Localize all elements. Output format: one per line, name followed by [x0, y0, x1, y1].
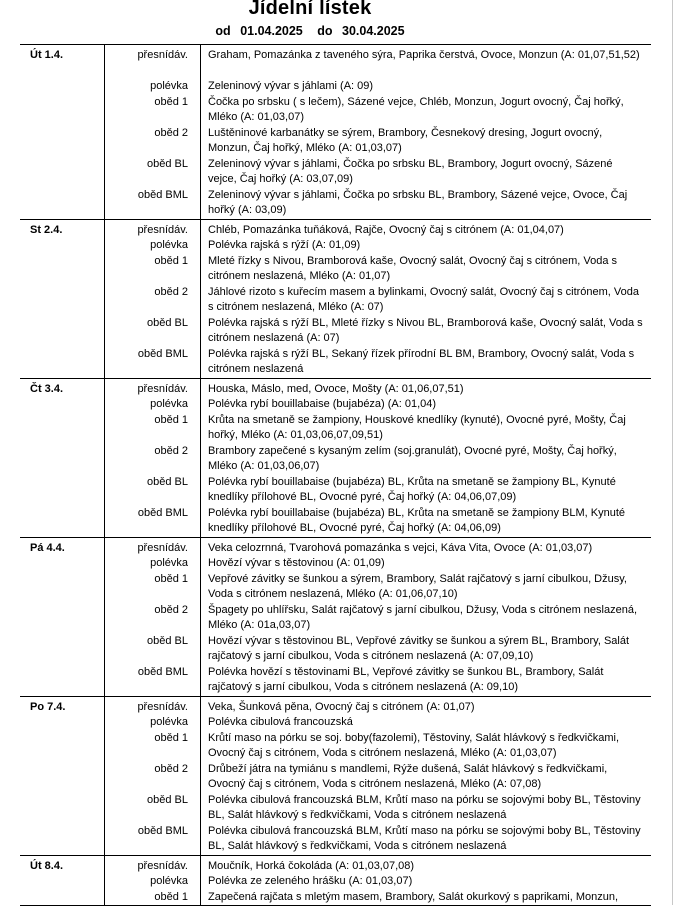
- meal-description: Polévka rajská s rýží BL, Mleté řízky s Nivou BL, Bramborová kaše, Ovocný salát, Voda s citrónem neslazená (A: 07): [201, 316, 651, 347]
- meal-type: oběd 1: [105, 413, 200, 444]
- date-from-label: od: [215, 24, 230, 38]
- day-block: [20, 45, 651, 220]
- meal-type: oběd BML: [105, 347, 200, 378]
- meal-description-column: [201, 379, 651, 537]
- meal-type: oběd BL: [105, 316, 200, 347]
- day-label: Pá 4.4.: [20, 538, 105, 696]
- meal-description: Zeleninový vývar s jáhlami, Čočka po srbsku BL, Brambory, Jogurt ovocný, Sázené vejce, Čaj hořký (A: 03,07,09): [201, 157, 651, 188]
- meal-type: polévka: [105, 238, 200, 254]
- date-from: 01.04.2025: [240, 24, 303, 38]
- meal-description: Špagety po uhlířsku, Salát rajčatový s jarní cibulkou, Džusy, Voda s citrónem neslazená, Mléko (A: 01a,03,07): [201, 603, 651, 634]
- date-range: [0, 24, 620, 38]
- meal-description: Polévka rajská s rýží (A: 01,09): [201, 238, 651, 254]
- meal-description: Houska, Máslo, med, Ovoce, Mošty (A: 01,06,07,51): [201, 382, 651, 398]
- meal-description: Krůtí maso na pórku se soj. boby(fazolemi), Těstoviny, Salát hlávkový s ředkvičkami, Ovocný čaj s citrónem, Voda s citrónem neslazená, Mléko (A: 01,03,07): [201, 731, 651, 762]
- page-edge: [672, 0, 673, 905]
- meal-description: Zapečená rajčata s mletým masem, Brambory, Salát okurkový s paprikami, Monzun,: [201, 890, 651, 906]
- meal-description: Čočka po srbsku ( s lečem), Sázené vejce, Chléb, Monzun, Jogurt ovocný, Čaj hořký, Mléko (A: 01,03,07): [201, 95, 651, 126]
- meal-description: Drůbeží játra na tymiánu s mandlemi, Rýže dušená, Salát hlávkový s ředkvičkami, Ovocný čaj s citrónem, Voda s citrónem neslazená, Mléko (A: 07,08): [201, 762, 651, 793]
- meal-type: oběd BL: [105, 475, 200, 506]
- meal-description: Polévka cibulová francouzská BLM, Krůtí maso na pórku se sojovými boby BL, Těstoviny BL, Salát hlávkový s ředkvičkami, Voda s citrónem neslazená: [201, 824, 651, 855]
- meal-description: Polévka cibulová francouzská: [201, 715, 651, 731]
- meal-description: Veka, Šunková pěna, Ovocný čaj s citrónem (A: 01,07): [201, 700, 651, 716]
- meal-description: Krůta na smetaně se žampiony, Houskové knedlíky (kynuté), Ovocné pyré, Mošty, Čaj hořký, Mléko (A: 01,03,06,07,09,51): [201, 413, 651, 444]
- meal-type: oběd 2: [105, 444, 200, 475]
- meal-description: Chléb, Pomazánka tuňáková, Rajče, Ovocný čaj s citrónem (A: 01,04,07): [201, 223, 651, 239]
- day-label: Čt 3.4.: [20, 379, 105, 537]
- meal-type: oběd 2: [105, 603, 200, 634]
- meal-description: Hovězí vývar s těstovinou BL, Vepřové závitky se šunkou a sýrem BL, Brambory, Salát rajčatový s jarní cibulkou, Voda s citrónem neslazená (A: 07,09,10): [201, 634, 651, 665]
- meal-type: oběd BL: [105, 634, 200, 665]
- date-to-label: do: [317, 24, 332, 38]
- meal-description: Vepřové závitky se šunkou a sýrem, Brambory, Salát rajčatový s jarní cibulkou, Džusy, Voda s citrónem neslazená, Mléko (A: 01,06,07,10): [201, 572, 651, 603]
- meal-type: přesnídáv.: [105, 382, 200, 398]
- meal-type: polévka: [105, 556, 200, 572]
- day-block: [20, 379, 651, 538]
- meal-description-column: [201, 220, 651, 378]
- meal-type: přesnídáv.: [105, 541, 200, 557]
- meal-type: polévka: [105, 79, 200, 95]
- meal-type-column: [105, 856, 201, 906]
- meal-description-column: [201, 45, 651, 219]
- meal-description: Polévka cibulová francouzská BLM, Krůtí maso na pórku se sojovými boby BL, Těstoviny BL, Salát hlávkový s ředkvičkami, Voda s citrónem neslazená: [201, 793, 651, 824]
- meal-type: oběd BML: [105, 506, 200, 537]
- day-block: [20, 538, 651, 697]
- meal-description: Hovězí vývar s těstovinou (A: 01,09): [201, 556, 651, 572]
- meal-type: oběd 2: [105, 285, 200, 316]
- day-block: [20, 697, 651, 856]
- meal-description: Polévka rybí bouillabaise (bujabéza) BL, Krůta na smetaně se žampiony BLM, Kynuté knedlíky přílohové BL, Ovocné pyré, Čaj hořký (A: 04,06,09): [201, 506, 651, 537]
- day-label: Út 8.4.: [20, 856, 105, 906]
- meal-description: Polévka rybí bouillabaise (bujabéza) BL, Krůta na smetaně se žampiony BL, Kynuté knedlíky přílohové BL, Ovocné pyré, Čaj hořký (A: 04,06,07,09): [201, 475, 651, 506]
- meal-type-column: [105, 538, 201, 696]
- day-label: Út 1.4.: [20, 45, 105, 219]
- meal-type: přesnídáv.: [105, 700, 200, 716]
- meal-type: oběd BML: [105, 824, 200, 855]
- meal-description: Mleté řízky s Nivou, Bramborová kaše, Ovocný salát, Ovocný čaj s citrónem, Voda s citrónem neslazená, Mléko (A: 01,07): [201, 254, 651, 285]
- meal-type: přesnídáv.: [105, 48, 200, 79]
- meal-type-column: [105, 379, 201, 537]
- meal-type: oběd BL: [105, 157, 200, 188]
- page-title: Jídelní lístek: [0, 0, 620, 20]
- day-label: Po 7.4.: [20, 697, 105, 855]
- meal-type: přesnídáv.: [105, 859, 200, 875]
- meal-description: Luštěninové karbanátky se sýrem, Brambory, Česnekový dresing, Jogurt ovocný, Monzun, Čaj hořký, Mléko (A: 01,03,07): [201, 126, 651, 157]
- meal-description: Polévka rybí bouillabaise (bujabéza) (A: 01,04): [201, 397, 651, 413]
- day-block: [20, 856, 651, 906]
- meal-description: Polévka rajská s rýží BL, Sekaný řízek přírodní BL BM, Brambory, Ovocný salát, Voda s citrónem neslazená: [201, 347, 651, 378]
- meal-description-column: [201, 697, 651, 855]
- meal-type-column: [105, 220, 201, 378]
- meal-description: Polévka ze zeleného hrášku (A: 01,03,07): [201, 874, 651, 890]
- meal-type: oběd 1: [105, 95, 200, 126]
- menu-table: [20, 44, 651, 906]
- meal-type: oběd BML: [105, 188, 200, 219]
- meal-description: Veka celozrnná, Tvarohová pomazánka s vejci, Káva Vita, Ovoce (A: 01,03,07): [201, 541, 651, 557]
- meal-type: polévka: [105, 397, 200, 413]
- meal-description: Moučník, Horká čokoláda (A: 01,03,07,08): [201, 859, 651, 875]
- meal-type: oběd 1: [105, 890, 200, 906]
- day-block: [20, 220, 651, 379]
- meal-type: polévka: [105, 715, 200, 731]
- meal-description: Zeleninový vývar s jáhlami, Čočka po srbsku BL, Brambory, Sázené vejce, Ovoce, Čaj hořký (A: 03,09): [201, 188, 651, 219]
- meal-description: Zeleninový vývar s jáhlami (A: 09): [201, 79, 651, 95]
- date-to: 30.04.2025: [342, 24, 405, 38]
- meal-description-column: [201, 538, 651, 696]
- meal-type-column: [105, 697, 201, 855]
- meal-type: oběd 2: [105, 126, 200, 157]
- meal-description: Graham, Pomazánka z taveného sýra, Paprika čerstvá, Ovoce, Monzun (A: 01,07,51,52): [201, 48, 651, 79]
- meal-type: polévka: [105, 874, 200, 890]
- meal-description: Brambory zapečené s kysaným zelím (soj.granulát), Ovocné pyré, Mošty, Čaj hořký, Mléko (A: 01,03,06,07): [201, 444, 651, 475]
- meal-type: oběd 1: [105, 572, 200, 603]
- meal-description: Jáhlové rizoto s kuřecím masem a bylinkami, Ovocný salát, Ovocný čaj s citrónem, Voda s citrónem neslazená, Mléko (A: 07): [201, 285, 651, 316]
- meal-type: oběd BML: [105, 665, 200, 696]
- meal-type-column: [105, 45, 201, 219]
- meal-type: oběd 1: [105, 731, 200, 762]
- meal-type: oběd 2: [105, 762, 200, 793]
- meal-description-column: [201, 856, 651, 906]
- meal-type: oběd BL: [105, 793, 200, 824]
- meal-type: přesnídáv.: [105, 223, 200, 239]
- meal-description: Polévka hovězí s těstovinami BL, Vepřové závitky se šunkou BL, Brambory, Salát rajčatový s jarní cibulkou, Voda s citrónem neslazená (A: 09,10): [201, 665, 651, 696]
- day-label: St 2.4.: [20, 220, 105, 378]
- meal-type: oběd 1: [105, 254, 200, 285]
